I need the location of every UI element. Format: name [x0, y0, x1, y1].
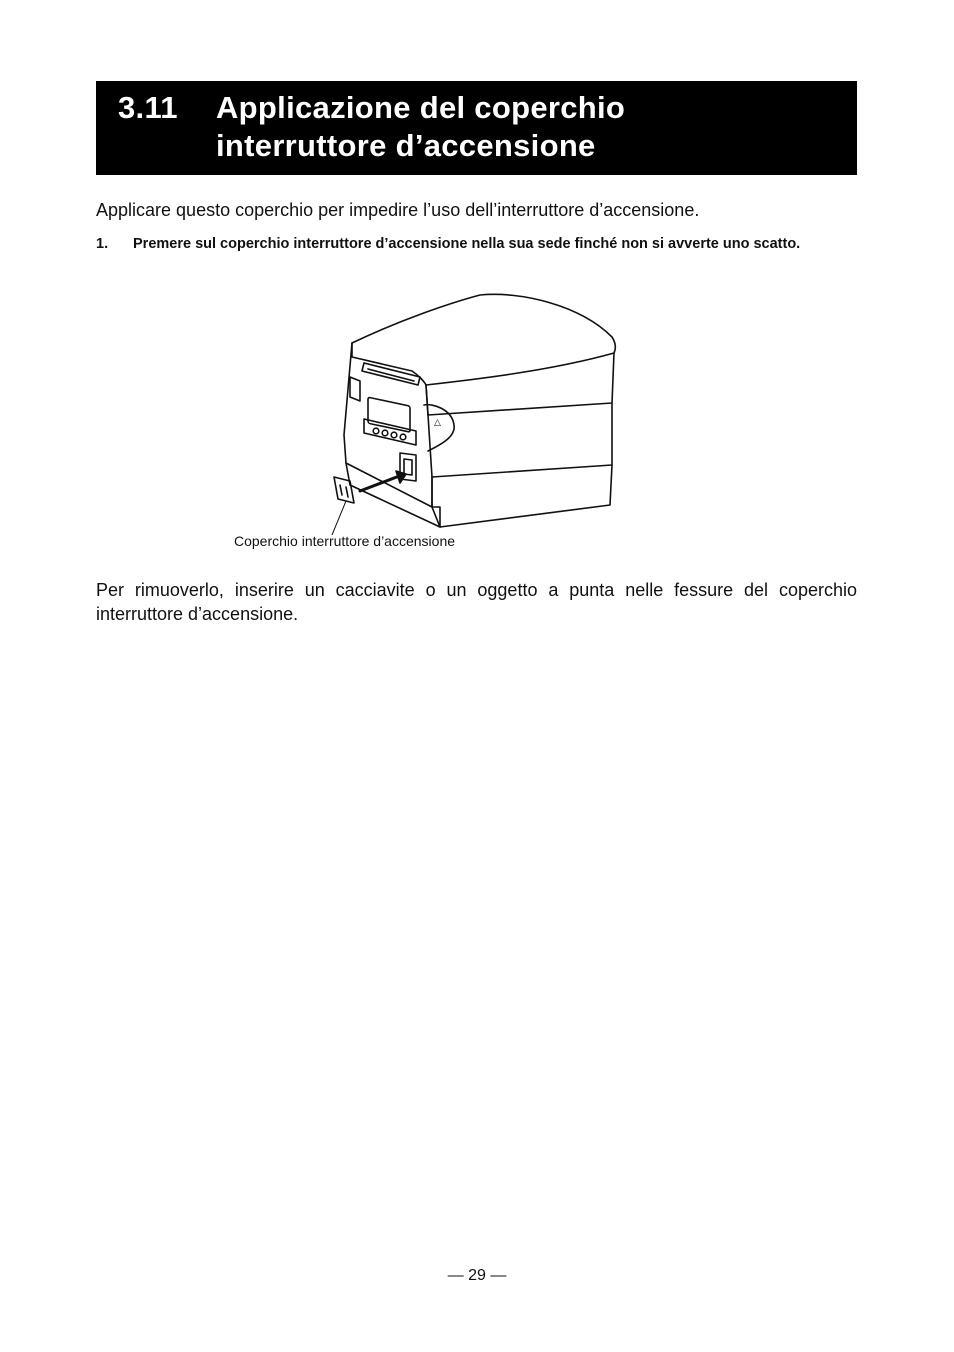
- section-title-bar: [96, 81, 857, 175]
- printer-illustration: [320, 285, 640, 535]
- section-title-line-1: Applicazione del coperchio: [216, 90, 626, 125]
- section-title: [216, 89, 625, 165]
- intro-paragraph: Applicare questo coperchio per impedire l’uso dell’interruttore d’accensione.: [96, 200, 700, 220]
- svg-text:△: △: [434, 418, 441, 428]
- printer-top-cover: [352, 294, 615, 415]
- page-number: — 29 —: [447, 1267, 507, 1284]
- printer-drawing: [320, 285, 640, 535]
- panel-button-2: [382, 430, 388, 436]
- step-number: 1.: [96, 236, 109, 252]
- panel-button-3: [391, 432, 397, 438]
- step-text: Premere sul coperchio interruttore d’accensione nella sua sede finché non si avverte uno scatto.: [133, 236, 801, 252]
- power-switch-cover: [334, 477, 354, 503]
- removal-paragraph: Per rimuoverlo, inserire un cacciavite o un oggetto a punta nelle fessure del coperchio interruttore d’accensione.: [96, 580, 857, 624]
- caption-leader-line: [332, 501, 346, 535]
- section-title-line-2: interruttore d’accensione: [216, 128, 596, 163]
- panel-button-4: [400, 434, 406, 440]
- panel-button-1: [373, 428, 379, 434]
- section-number: 3.11: [118, 90, 178, 125]
- figure-caption: Coperchio interruttore d’accensione: [234, 533, 456, 549]
- left-switch: [350, 377, 360, 401]
- display-window: [368, 397, 410, 432]
